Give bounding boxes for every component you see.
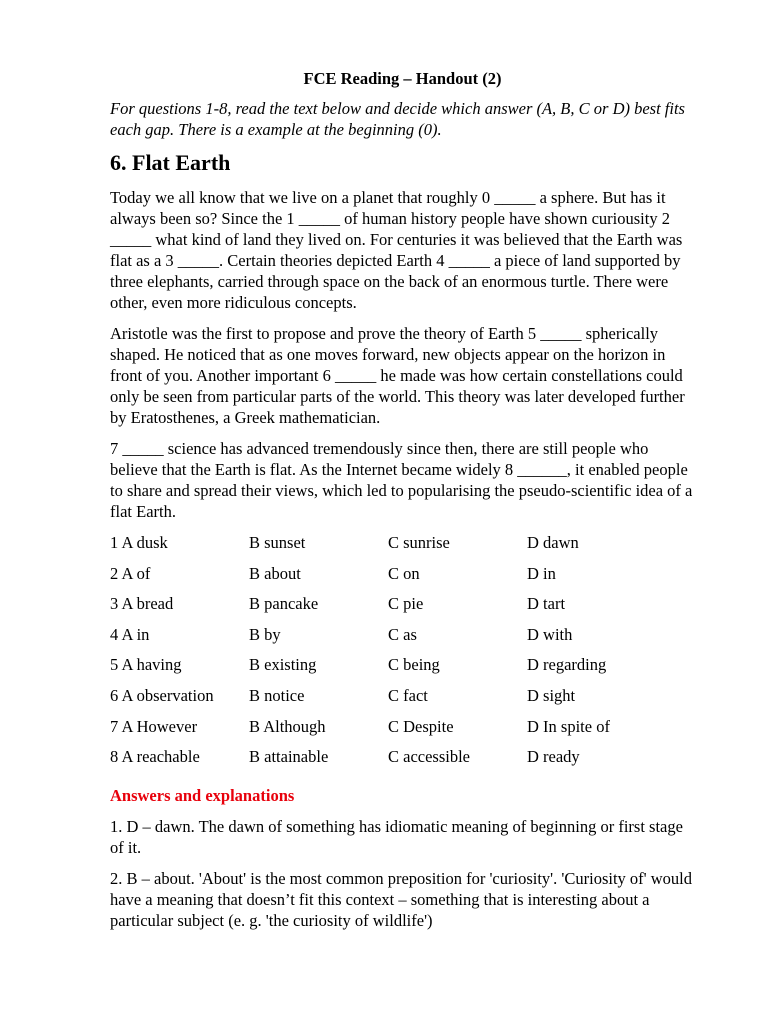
handout-page <box>110 68 695 941</box>
option-6a: 6 A observation <box>110 685 214 705</box>
option-7a: 7 A However <box>110 716 198 736</box>
answer-options-table <box>110 532 695 777</box>
option-row-3 <box>110 593 695 624</box>
option-6d: D sight <box>527 685 576 705</box>
text-paragraph-1: Today we all know that we live on a planet that roughly 0 _____ a sphere. But has it always been so? Since the 1 _____ of human history people have shown curiousity 2 _____ what kind of land they lived on. For centuries it was believed that the Earth was flat as a 3 _____. Certain theories depicted Earth 4 _____ a piece of land supported by three elephants, carried through space on the back of an enormous turtle. There were other, even more ridiculous concepts. <box>110 188 683 312</box>
option-7b: B Although <box>249 716 326 736</box>
option-1a: 1 A dusk <box>110 533 168 552</box>
option-1c: C sunrise <box>388 533 450 552</box>
option-1b: B sunset <box>249 533 306 552</box>
option-2d: D in <box>527 563 556 583</box>
answer-explanation-2: 2. B – about. 'About' is the most common preposition for 'curiosity'. 'Curiosity of' would have a meaning that doesn’t fit this context – something that is interesting about a particular subject (e. g. 'the curiosity of wildlife') <box>110 868 693 930</box>
option-8c: C accessible <box>388 747 471 767</box>
answers-heading: Answers and explanations <box>110 785 295 805</box>
option-row-6 <box>110 685 695 716</box>
option-5b: B existing <box>249 655 317 675</box>
option-8d: D ready <box>527 747 580 767</box>
option-3d: D tart <box>527 594 566 614</box>
option-7d: D In spite of <box>527 716 610 736</box>
option-4a: 4 A in <box>110 624 150 644</box>
option-1d: D dawn <box>527 533 579 552</box>
option-row-7 <box>110 716 695 747</box>
option-4d: D with <box>527 624 573 644</box>
section-heading: 6. Flat Earth <box>110 150 231 175</box>
option-4c: C as <box>388 624 417 644</box>
option-2a: 2 A of <box>110 563 151 583</box>
option-3a: 3 A bread <box>110 594 174 614</box>
option-4b: B by <box>249 624 281 644</box>
option-5d: D regarding <box>527 655 607 675</box>
option-row-8 <box>110 746 695 777</box>
instructions-text: For questions 1-8, read the text below and decide which answer (A, B, C or D) best fits each gap. There is a example at the beginning (0). <box>110 99 685 139</box>
answer-explanation-1: 1. D – dawn. The dawn of something has idiomatic meaning of beginning or first stage of it. <box>110 816 683 857</box>
option-row-2 <box>110 563 695 594</box>
document-title: FCE Reading – Handout (2) <box>303 69 502 88</box>
option-2c: C on <box>388 563 420 583</box>
option-3c: C pie <box>388 594 424 614</box>
option-5a: 5 A having <box>110 655 182 675</box>
option-3b: B pancake <box>249 594 319 614</box>
text-paragraph-3: 7 _____ science has advanced tremendously since then, there are still people who believe that the Earth is flat. As the Internet became widely 8 ______, it enabled people to share and spread their views, which led to popularising the pseudo-scientific idea of a flat Earth. <box>110 439 693 521</box>
option-8b: B attainable <box>249 747 329 767</box>
text-paragraph-2: Aristotle was the first to propose and prove the theory of Earth 5 _____ spherically shaped. He noticed that as one moves forward, new objects appear on the horizon in front of you. Another important 6 _____ he made was how certain constellations could only be seen from particular parts of the world. This theory was later developed further by Eratosthenes, a Greek mathematician. <box>110 324 685 427</box>
option-2b: B about <box>249 563 301 583</box>
option-row-1 <box>110 532 695 563</box>
option-row-4 <box>110 624 695 655</box>
option-8a: 8 A reachable <box>110 747 200 767</box>
option-6c: C fact <box>388 685 428 705</box>
option-5c: C being <box>388 655 440 675</box>
option-6b: B notice <box>249 685 305 705</box>
option-row-5 <box>110 654 695 685</box>
option-7c: C Despite <box>388 716 454 736</box>
